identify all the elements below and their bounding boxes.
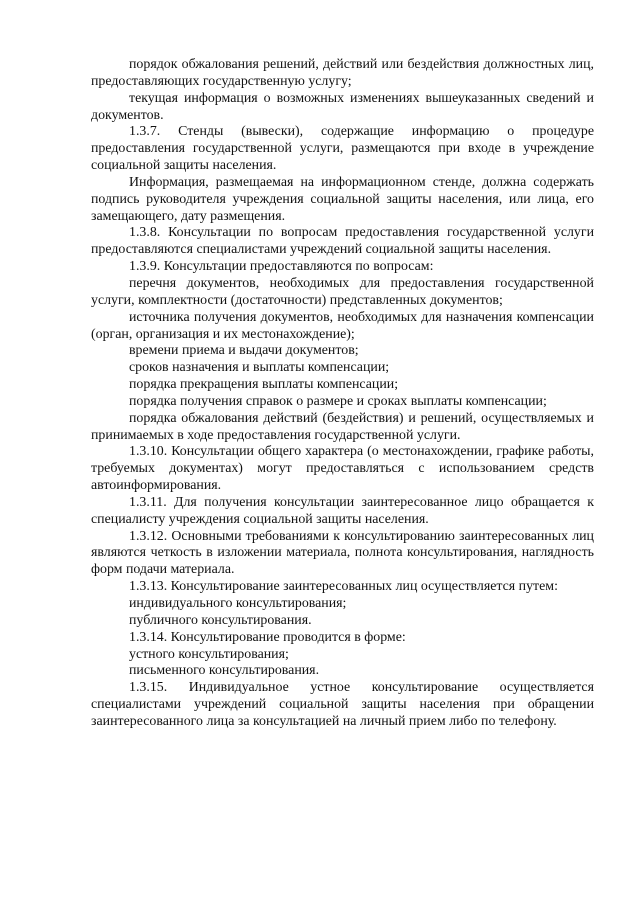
document-page: [91, 57, 594, 731]
list-item: сроков назначения и выплаты компенсации;: [129, 360, 390, 376]
paragraph: 1.3.13. Консультирование заинтересованных лиц осуществляется путем:: [129, 579, 558, 595]
list-item: перечня документов, необходимых для предоставления государственной услуги, комплектности (достаточности) представленных документов;: [91, 275, 594, 308]
paragraph: 1.3.8. Консультации по вопросам предоставления государственной услуги предоставляются специалистами учреждений социальной защиты населения.: [91, 225, 594, 258]
paragraph: 1.3.10. Консультации общего характера (о местонахождении, графике работы, требуемых документах) могут предоставляться с использованием средств автоинформирования.: [91, 444, 594, 494]
paragraph: 1.3.14. Консультирование проводится в форме:: [129, 629, 406, 645]
list-item: индивидуального консультирования;: [129, 596, 347, 611]
paragraph: 1.3.15. Индивидуальное устное консультирование осуществляется специалистами учреждений социальной защиты населения при обращении заинтересованного лица за консультацией на личный прием либо по телефону.: [91, 680, 594, 729]
paragraph: 1.3.12. Основными требованиями к консультированию заинтересованных лиц являются четкость в изложении материала, полнота консультирования, наглядность форм подачи материала.: [91, 528, 594, 578]
list-item: письменного консультирования.: [129, 663, 320, 679]
paragraph: 1.3.11. Для получения консультации заинтересованное лицо обращается к специалисту учреждения социальной защиты населения.: [91, 494, 594, 527]
list-item: порядка прекращения выплаты компенсации;: [129, 377, 399, 393]
list-item: источника получения документов, необходимых для назначения компенсации (орган, организация и их местонахождение);: [91, 309, 594, 342]
paragraph: порядок обжалования решений, действий или бездействия должностных лиц, предоставляющих государственную услугу;: [91, 57, 594, 89]
paragraph: текущая информация о возможных изменениях вышеуказанных сведений и документов.: [91, 90, 594, 123]
list-item: публичного консультирования.: [129, 612, 312, 628]
list-item: порядка обжалования действий (бездействия) и решений, осуществляемых и принимаемых в ходе предоставления государственной услуги.: [91, 410, 594, 443]
list-item: порядка получения справок о размере и сроках выплаты компенсации;: [129, 393, 547, 409]
list-item: времени приема и выдачи документов;: [129, 343, 359, 359]
paragraph: 1.3.9. Консультации предоставляются по вопросам:: [129, 259, 434, 275]
paragraph: 1.3.7. Стенды (вывески), содержащие информацию о процедуре предоставления государственной услуги, размещаются при входе в учреждение социальной защиты населения.: [91, 124, 594, 174]
paragraph: Информация, размещаемая на информационном стенде, должна содержать подпись руководителя учреждения социальной защиты населения, или лица, его замещающего, дату размещения.: [91, 174, 594, 224]
list-item: устного консультирования;: [129, 646, 289, 662]
